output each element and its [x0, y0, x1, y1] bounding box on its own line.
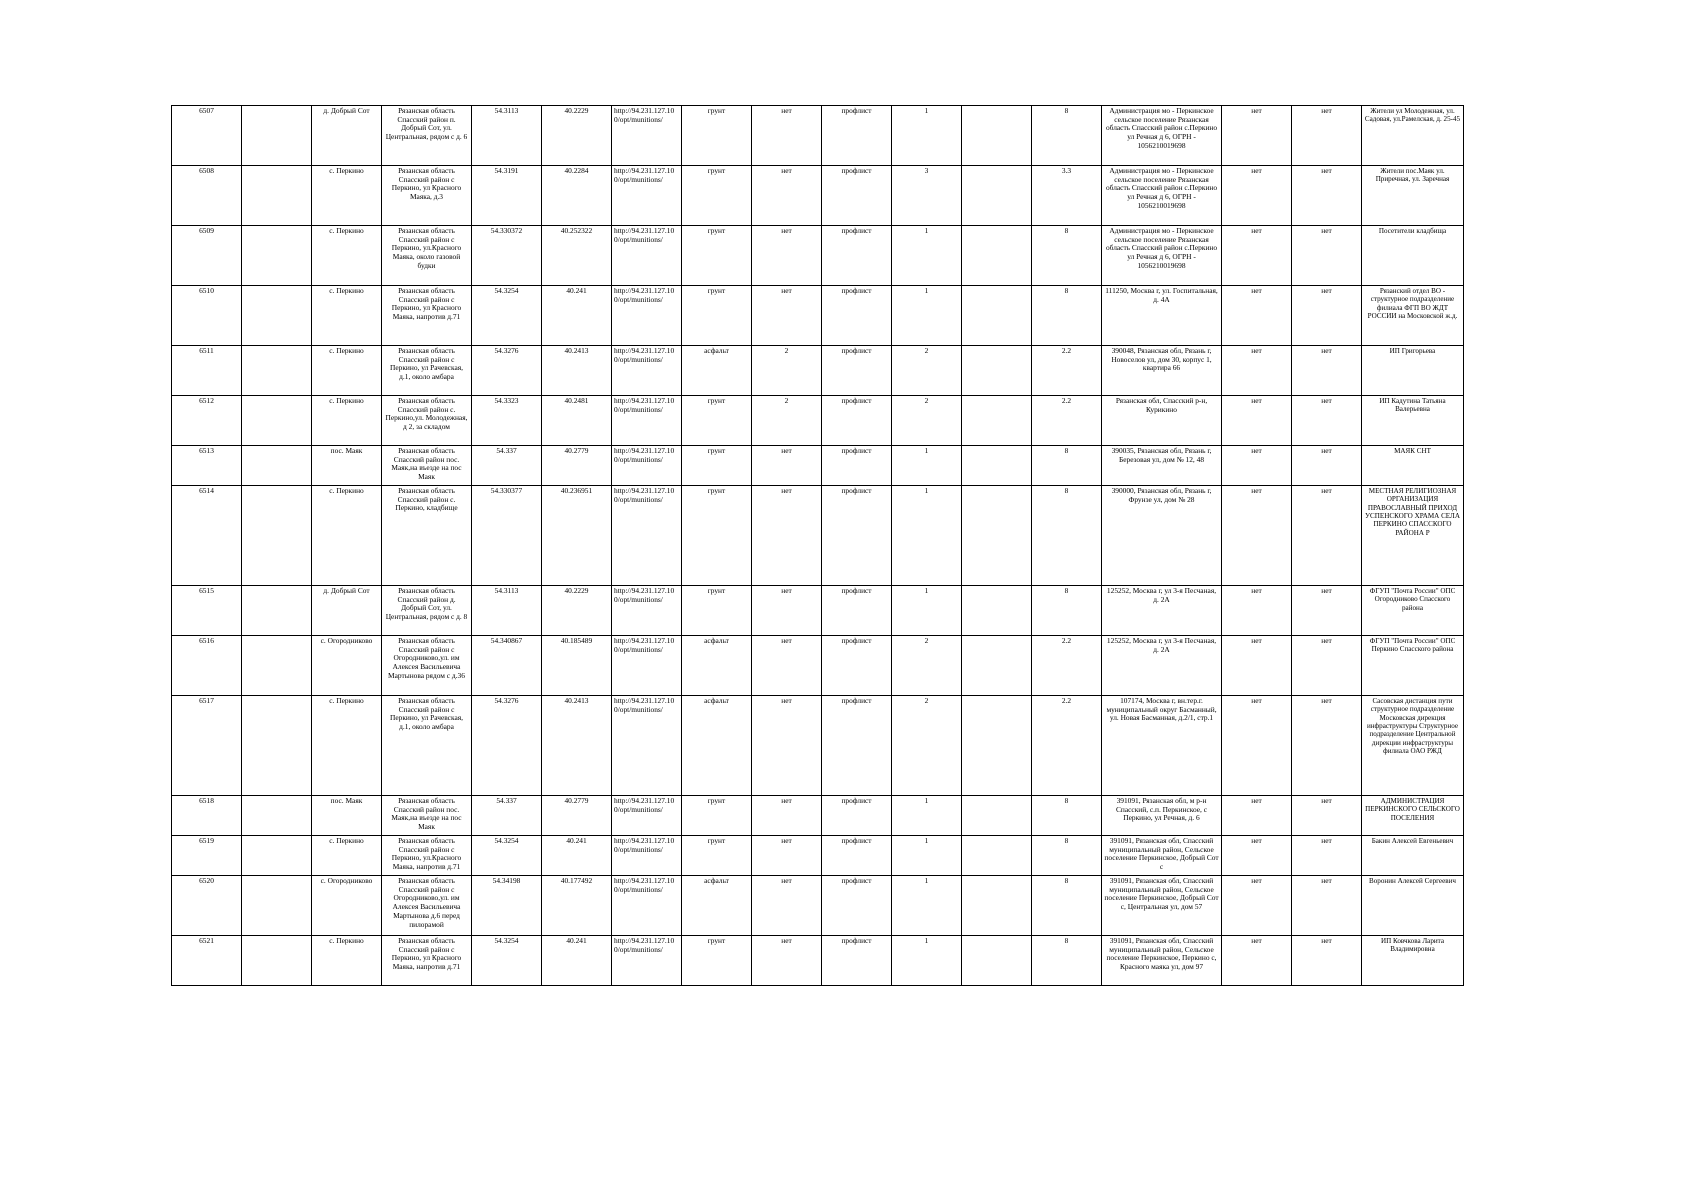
cell-number: 6513 [172, 446, 242, 486]
cell-address: Рязанская область Спасский район д. Добрый Сот, ул. Центральная, рядом с д. 8 [382, 586, 472, 636]
cell-owner: 125252, Москва г, ул 3-я Песчаная, д. 2А [1102, 636, 1222, 696]
cell-fence: нет [752, 106, 822, 166]
cell-url: http://94.231.127.10 0/opt/munitions/ [612, 346, 682, 396]
cell-flag: нет [1292, 796, 1362, 836]
cell-fence: нет [752, 226, 822, 286]
cell-flag: нет [1292, 836, 1362, 876]
cell-longitude: 40.2779 [542, 796, 612, 836]
cell-flag: нет [1292, 696, 1362, 796]
cell-address: Рязанская область Спасский район с Перкино, ул.Красного Маяка, около газовой будки [382, 226, 472, 286]
cell-url: http://94.231.127.10 0/opt/munitions/ [612, 586, 682, 636]
cell-surface: асфальт [682, 696, 752, 796]
table-row [172, 696, 1464, 796]
cell-longitude: 40.241 [542, 286, 612, 346]
cell-waste-source: МЕСТНАЯ РЕЛИГИОЗНАЯ ОРГАНИЗАЦИЯ ПРАВОСЛАВНЫЙ ПРИХОД УСПЕНСКОГО ХРАМА СЕЛА ПЕРКИНО СПАССКОГО РАЙОНА Р [1362, 486, 1464, 586]
cell-flag: нет [1292, 286, 1362, 346]
cell-latitude: 54.3113 [472, 106, 542, 166]
cell-flag: нет [1292, 166, 1362, 226]
cell-latitude: 54.3254 [472, 936, 542, 986]
cell-material: профлист [822, 226, 892, 286]
cell-empty [962, 106, 1032, 166]
cell-fence: нет [752, 696, 822, 796]
cell-volume: 8 [1032, 446, 1102, 486]
cell-address: Рязанская область Спасский район п. Добрый Сот, ул. Центральная, рядом с д. 6 [382, 106, 472, 166]
cell-owner: 107174, Москва г, вн.тер.г. муниципальный округ Басманный, ул. Новая Басманная, д.2/1, стр.1 [1102, 696, 1222, 796]
cell-owner: Рязанская обл, Спасский р-н, Курикино [1102, 396, 1222, 446]
cell-volume: 2.2 [1032, 636, 1102, 696]
cell-empty [962, 226, 1032, 286]
cell-longitude: 40.2413 [542, 346, 612, 396]
cell-empty [962, 836, 1032, 876]
cell-longitude: 40.236951 [542, 486, 612, 586]
cell-empty [962, 396, 1032, 446]
cell-material: профлист [822, 796, 892, 836]
cell-empty [962, 936, 1032, 986]
cell-container-count: 1 [892, 836, 962, 876]
cell-material: профлист [822, 636, 892, 696]
cell-settlement: д. Добрый Сот [312, 586, 382, 636]
cell-surface: грунт [682, 396, 752, 446]
cell-flag: нет [1222, 226, 1292, 286]
table-row [172, 486, 1464, 586]
cell-volume: 8 [1032, 286, 1102, 346]
cell-volume: 8 [1032, 226, 1102, 286]
cell-url: http://94.231.127.10 0/opt/munitions/ [612, 636, 682, 696]
cell-flag: нет [1222, 286, 1292, 346]
cell-address: Рязанская область Спасский район с. Перкино,ул. Молодежная, д 2, за складом [382, 396, 472, 446]
cell-settlement: с. Перкино [312, 396, 382, 446]
cell-container-count: 2 [892, 636, 962, 696]
cell-settlement: с. Перкино [312, 696, 382, 796]
cell-latitude: 54.3191 [472, 166, 542, 226]
cell-flag: нет [1222, 796, 1292, 836]
cell-latitude: 54.340867 [472, 636, 542, 696]
cell-url: http://94.231.127.10 0/opt/munitions/ [612, 936, 682, 986]
cell-address: Рязанская область Спасский район с. Перкино, кладбище [382, 486, 472, 586]
cell-container-count: 1 [892, 586, 962, 636]
cell-container-count: 1 [892, 796, 962, 836]
cell-address: Рязанская область Спасский район с Перкино, ул Красного Маяка, напротив д.71 [382, 936, 472, 986]
table-body [172, 106, 1464, 986]
cell-number: 6518 [172, 796, 242, 836]
cell-material: профлист [822, 346, 892, 396]
cell-owner: 390000, Рязанская обл, Рязань г, Фрунзе ул, дом № 28 [1102, 486, 1222, 586]
cell-latitude: 54.3254 [472, 286, 542, 346]
cell-url: http://94.231.127.10 0/opt/munitions/ [612, 796, 682, 836]
cell-surface: грунт [682, 936, 752, 986]
cell-fence: нет [752, 796, 822, 836]
cell-owner: 391091, Рязанская обл, Спасский муниципальный район, Сельское поселение Перкинское, Добрый Сот с, Центральная ул, дом 57 [1102, 876, 1222, 936]
cell-surface: грунт [682, 106, 752, 166]
cell-address: Рязанская область Спасский район пос. Маяк,на въезде на пос Маяк [382, 796, 472, 836]
table-row [172, 836, 1464, 876]
cell-container-count: 2 [892, 346, 962, 396]
cell-empty [962, 586, 1032, 636]
cell-address: Рязанская область Спасский район с Перкино, ул Рачевская, д.1, около амбара [382, 696, 472, 796]
cell-surface: грунт [682, 796, 752, 836]
cell-address: Рязанская область Спасский район с Перкино, ул Рачевская, д.1, около амбара [382, 346, 472, 396]
cell-flag: нет [1222, 166, 1292, 226]
cell-latitude: 54.3323 [472, 396, 542, 446]
cell-settlement: с. Перкино [312, 836, 382, 876]
cell-address: Рязанская область Спасский район с Огородниково,ул. им Алексея Васильевича Мартынова д.6 перед пилорамой [382, 876, 472, 936]
cell-waste-source: Жители ул Молодежная, ул. Садовая, ул.Рамелская, д. 25-45 [1362, 106, 1464, 166]
cell-url: http://94.231.127.10 0/opt/munitions/ [612, 446, 682, 486]
cell-settlement: с. Перкино [312, 346, 382, 396]
cell-fence: нет [752, 636, 822, 696]
cell-surface: грунт [682, 446, 752, 486]
cell-volume: 8 [1032, 876, 1102, 936]
cell-settlement: с. Перкино [312, 286, 382, 346]
cell-address: Рязанская область Спасский район с Перкино, ул Красного Маяка, д.3 [382, 166, 472, 226]
cell-owner: 390048, Рязанская обл, Рязань г, Новоселов ул, дом 30, корпус 1, квартира 66 [1102, 346, 1222, 396]
cell-waste-source: Воронин Алексей Сергеевич [1362, 876, 1464, 936]
cell-flag: нет [1292, 486, 1362, 586]
cell-url: http://94.231.127.10 0/opt/munitions/ [612, 836, 682, 876]
cell-material: профлист [822, 396, 892, 446]
cell-empty [962, 486, 1032, 586]
cell-flag: нет [1222, 346, 1292, 396]
cell-longitude: 40.241 [542, 836, 612, 876]
cell-container-count: 1 [892, 486, 962, 586]
cell-material: профлист [822, 936, 892, 986]
cell-settlement: с. Перкино [312, 166, 382, 226]
cell-longitude: 40.2413 [542, 696, 612, 796]
cell-empty [962, 696, 1032, 796]
cell-waste-source: Жители пос.Маяк ул. Приречная, ул. Заречная [1362, 166, 1464, 226]
cell-waste-source: ИП Ковчкова Ларита Владимировна [1362, 936, 1464, 986]
cell-empty [242, 286, 312, 346]
cell-container-count: 1 [892, 286, 962, 346]
table-row [172, 226, 1464, 286]
cell-url: http://94.231.127.10 0/opt/munitions/ [612, 286, 682, 346]
cell-fence: нет [752, 836, 822, 876]
cell-owner: 391091, Рязанская обл, Спасский муниципальный район, Сельское поселение Перкинское, Добрый Сот с [1102, 836, 1222, 876]
cell-waste-source: Сасовская дистанция пути структурное подразделение Московская дирекция инфраструктуры Структурное подразделение Центральной дирекции инфраструктуры филиала ОАО РЖД [1362, 696, 1464, 796]
cell-flag: нет [1292, 876, 1362, 936]
cell-flag: нет [1222, 836, 1292, 876]
cell-number: 6511 [172, 346, 242, 396]
cell-empty [242, 796, 312, 836]
cell-fence: 2 [752, 346, 822, 396]
table-row [172, 876, 1464, 936]
cell-empty [242, 836, 312, 876]
cell-longitude: 40.177492 [542, 876, 612, 936]
cell-empty [242, 586, 312, 636]
cell-empty [242, 106, 312, 166]
cell-settlement: с. Перкино [312, 936, 382, 986]
cell-flag: нет [1222, 586, 1292, 636]
table-row [172, 796, 1464, 836]
cell-settlement: с. Перкино [312, 226, 382, 286]
cell-fence: нет [752, 446, 822, 486]
cell-fence: нет [752, 586, 822, 636]
cell-waste-source: ФГУП "Почта России" ОПС Перкино Спасского района [1362, 636, 1464, 696]
cell-longitude: 40.2779 [542, 446, 612, 486]
cell-material: профлист [822, 106, 892, 166]
cell-latitude: 54.3113 [472, 586, 542, 636]
cell-volume: 3.3 [1032, 166, 1102, 226]
registry-table [171, 105, 1464, 986]
cell-empty [242, 486, 312, 586]
cell-flag: нет [1292, 586, 1362, 636]
cell-empty [242, 636, 312, 696]
cell-owner: Администрация мо - Перкинское сельское поселение Рязанская область Спасский район с.Перкино ул Речная д 6, ОГРН - 1056210019698 [1102, 106, 1222, 166]
table-row [172, 586, 1464, 636]
cell-surface: грунт [682, 586, 752, 636]
cell-flag: нет [1292, 226, 1362, 286]
cell-empty [242, 346, 312, 396]
cell-longitude: 40.2481 [542, 396, 612, 446]
cell-empty [962, 346, 1032, 396]
cell-number: 6507 [172, 106, 242, 166]
cell-waste-source: ИП Григорьева [1362, 346, 1464, 396]
cell-number: 6509 [172, 226, 242, 286]
cell-flag: нет [1292, 446, 1362, 486]
cell-container-count: 1 [892, 876, 962, 936]
cell-url: http://94.231.127.10 0/opt/munitions/ [612, 106, 682, 166]
cell-settlement: с. Огородниково [312, 876, 382, 936]
cell-container-count: 1 [892, 226, 962, 286]
table-row [172, 166, 1464, 226]
cell-empty [962, 166, 1032, 226]
table-row [172, 936, 1464, 986]
cell-owner: Администрация мо - Перкинское сельское поселение Рязанская область Спасский район с.Перкино ул Речная д 6, ОГРН - 1056210019698 [1102, 166, 1222, 226]
cell-flag: нет [1292, 936, 1362, 986]
cell-address: Рязанская область Спасский район пос. Маяк,на въезде на пос Маяк [382, 446, 472, 486]
cell-waste-source: Рязанский отдел ВО - структурное подразделение филиала ФГП ВО ЖДТ РОССИИ на Московской ж.д. [1362, 286, 1464, 346]
cell-container-count: 1 [892, 106, 962, 166]
cell-number: 6515 [172, 586, 242, 636]
cell-material: профлист [822, 836, 892, 876]
cell-fence: нет [752, 876, 822, 936]
cell-empty [242, 446, 312, 486]
cell-number: 6516 [172, 636, 242, 696]
cell-waste-source: АДМИНИСТРАЦИЯ ПЕРКИНСКОГО СЕЛЬСКОГО ПОСЕЛЕНИЯ [1362, 796, 1464, 836]
cell-flag: нет [1292, 396, 1362, 446]
cell-fence: нет [752, 166, 822, 226]
cell-surface: грунт [682, 226, 752, 286]
cell-settlement: пос. Маяк [312, 446, 382, 486]
cell-volume: 8 [1032, 586, 1102, 636]
cell-empty [242, 166, 312, 226]
cell-surface: асфальт [682, 876, 752, 936]
cell-latitude: 54.3276 [472, 696, 542, 796]
cell-waste-source: ФГУП "Почта России" ОПС Огородниково Спасского района [1362, 586, 1464, 636]
table-row [172, 286, 1464, 346]
cell-surface: грунт [682, 166, 752, 226]
cell-empty [962, 446, 1032, 486]
cell-container-count: 3 [892, 166, 962, 226]
cell-empty [242, 876, 312, 936]
cell-empty [962, 876, 1032, 936]
cell-address: Рязанская область Спасский район с Перкино, ул.Красного Маяка, напротив д.71 [382, 836, 472, 876]
cell-waste-source: ИП Кадутина Татьяна Валерьевна [1362, 396, 1464, 446]
cell-material: профлист [822, 286, 892, 346]
cell-longitude: 40.2229 [542, 586, 612, 636]
cell-url: http://94.231.127.10 0/opt/munitions/ [612, 396, 682, 446]
cell-material: профлист [822, 586, 892, 636]
table-row [172, 106, 1464, 166]
cell-empty [962, 636, 1032, 696]
cell-surface: грунт [682, 486, 752, 586]
cell-surface: асфальт [682, 636, 752, 696]
cell-volume: 8 [1032, 936, 1102, 986]
cell-surface: грунт [682, 286, 752, 346]
cell-flag: нет [1222, 486, 1292, 586]
cell-flag: нет [1292, 346, 1362, 396]
cell-longitude: 40.252322 [542, 226, 612, 286]
cell-settlement: с. Огородниково [312, 636, 382, 696]
table-row [172, 446, 1464, 486]
cell-fence: нет [752, 936, 822, 986]
cell-material: профлист [822, 876, 892, 936]
cell-url: http://94.231.127.10 0/opt/munitions/ [612, 876, 682, 936]
cell-volume: 2.2 [1032, 396, 1102, 446]
cell-owner: 111250, Москва г, ул. Госпитальная, д. 4А [1102, 286, 1222, 346]
cell-latitude: 54.337 [472, 796, 542, 836]
cell-flag: нет [1292, 106, 1362, 166]
cell-settlement: с. Перкино [312, 486, 382, 586]
cell-url: http://94.231.127.10 0/opt/munitions/ [612, 696, 682, 796]
cell-empty [242, 226, 312, 286]
cell-number: 6510 [172, 286, 242, 346]
cell-empty [242, 396, 312, 446]
cell-number: 6519 [172, 836, 242, 876]
cell-flag: нет [1222, 396, 1292, 446]
cell-container-count: 2 [892, 396, 962, 446]
cell-number: 6520 [172, 876, 242, 936]
cell-flag: нет [1222, 696, 1292, 796]
cell-material: профлист [822, 166, 892, 226]
cell-empty [242, 696, 312, 796]
cell-container-count: 1 [892, 446, 962, 486]
cell-volume: 8 [1032, 486, 1102, 586]
cell-flag: нет [1292, 636, 1362, 696]
cell-latitude: 54.337 [472, 446, 542, 486]
table-row [172, 396, 1464, 446]
cell-owner: 125252, Москва г, ул 3-я Песчаная, д. 2А [1102, 586, 1222, 636]
cell-number: 6521 [172, 936, 242, 986]
cell-container-count: 2 [892, 696, 962, 796]
cell-url: http://94.231.127.10 0/opt/munitions/ [612, 166, 682, 226]
cell-flag: нет [1222, 936, 1292, 986]
cell-latitude: 54.330372 [472, 226, 542, 286]
cell-material: профлист [822, 446, 892, 486]
cell-latitude: 54.3254 [472, 836, 542, 876]
cell-latitude: 54.3276 [472, 346, 542, 396]
table-row [172, 346, 1464, 396]
cell-owner: 391091, Рязанская обл, Спасский муниципальный район, Сельское поселение Перкинское, Перкино с, Красного маяка ул, дом 97 [1102, 936, 1222, 986]
cell-empty [242, 936, 312, 986]
table-row [172, 636, 1464, 696]
cell-owner: 390035, Рязанская обл, Рязань г, Березовая ул, дом № 12, 48 [1102, 446, 1222, 486]
cell-volume: 8 [1032, 106, 1102, 166]
cell-address: Рязанская область Спасский район с Огородниково,ул. им Алексея Васильевича Мартынова рядом с д.36 [382, 636, 472, 696]
cell-flag: нет [1222, 446, 1292, 486]
cell-fence: 2 [752, 396, 822, 446]
cell-settlement: д. Добрый Сот [312, 106, 382, 166]
cell-url: http://94.231.127.10 0/opt/munitions/ [612, 486, 682, 586]
cell-address: Рязанская область Спасский район с Перкино, ул Красного Маяка, напротив д.71 [382, 286, 472, 346]
cell-fence: нет [752, 486, 822, 586]
cell-settlement: пос. Маяк [312, 796, 382, 836]
cell-waste-source: МАЯК СНТ [1362, 446, 1464, 486]
cell-volume: 2.2 [1032, 346, 1102, 396]
cell-longitude: 40.2284 [542, 166, 612, 226]
cell-number: 6508 [172, 166, 242, 226]
cell-latitude: 54.330377 [472, 486, 542, 586]
cell-flag: нет [1222, 636, 1292, 696]
cell-number: 6517 [172, 696, 242, 796]
cell-owner: 391091, Рязанская обл, м р-н Спасский, с.п. Перкинское, с Перкино, ул Речная, д. 6 [1102, 796, 1222, 836]
cell-url: http://94.231.127.10 0/opt/munitions/ [612, 226, 682, 286]
cell-volume: 8 [1032, 836, 1102, 876]
cell-material: профлист [822, 486, 892, 586]
cell-number: 6514 [172, 486, 242, 586]
cell-flag: нет [1222, 106, 1292, 166]
cell-number: 6512 [172, 396, 242, 446]
cell-surface: грунт [682, 836, 752, 876]
cell-surface: асфальт [682, 346, 752, 396]
cell-longitude: 40.241 [542, 936, 612, 986]
cell-empty [962, 796, 1032, 836]
cell-empty [962, 286, 1032, 346]
cell-waste-source: Посетители кладбища [1362, 226, 1464, 286]
cell-latitude: 54.34198 [472, 876, 542, 936]
cell-fence: нет [752, 286, 822, 346]
cell-waste-source: Бакин Алексей Евгеньевич [1362, 836, 1464, 876]
cell-longitude: 40.2229 [542, 106, 612, 166]
cell-longitude: 40.185489 [542, 636, 612, 696]
cell-flag: нет [1222, 876, 1292, 936]
cell-container-count: 1 [892, 936, 962, 986]
cell-volume: 2.2 [1032, 696, 1102, 796]
cell-material: профлист [822, 696, 892, 796]
cell-volume: 8 [1032, 796, 1102, 836]
cell-owner: Администрация мо - Перкинское сельское поселение Рязанская область Спасский район с.Перкино ул Речная д 6, ОГРН - 1056210019698 [1102, 226, 1222, 286]
